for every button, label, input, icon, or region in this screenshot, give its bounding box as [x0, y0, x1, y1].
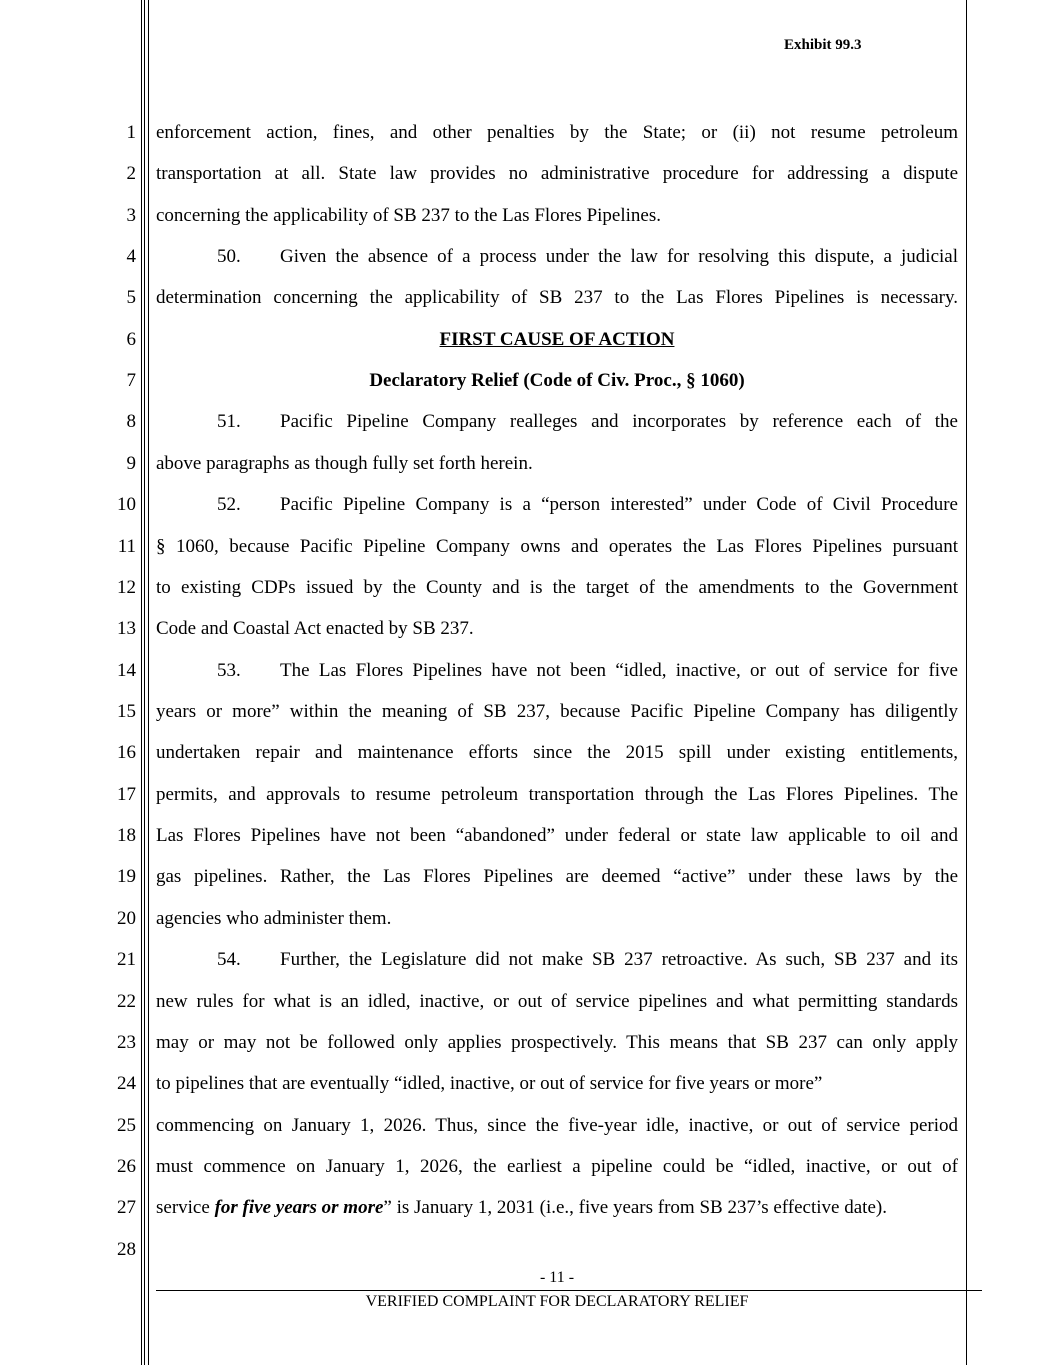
line-number: 26 — [117, 1156, 136, 1177]
paragraph-number: 51. — [217, 411, 241, 432]
body-line — [156, 1193, 958, 1223]
line-number: 8 — [126, 411, 136, 432]
line-number: 10 — [117, 494, 136, 515]
body-line: new rules for what is an idled, inactive, or out of service pipelines and what permitting standards — [156, 991, 958, 1012]
line-number: 12 — [117, 577, 136, 598]
line-number: 1 — [126, 122, 136, 143]
paragraph-51-first-line — [156, 407, 958, 437]
body-line: above paragraphs as though fully set forth herein. — [156, 453, 533, 474]
body-line: permits, and approvals to resume petroleum transportation through the Las Flores Pipelines. The — [156, 784, 958, 805]
line-number: 11 — [117, 536, 136, 557]
body-line: may or may not be followed only applies prospectively. This means that SB 237 can only apply — [156, 1032, 958, 1053]
line-number: 9 — [126, 453, 136, 474]
page-number: - 11 - — [539, 1269, 575, 1286]
body-line: to pipelines that are eventually “idled, inactive, or out of service for five years or more” — [156, 1073, 823, 1094]
declaratory-relief-title: Declaratory Relief (Code of Civ. Proc., § 1060) — [369, 370, 745, 391]
line-number: 28 — [117, 1239, 136, 1260]
exhibit-label: Exhibit 99.3 — [784, 37, 862, 53]
body-line: enforcement action, fines, and other penalties by the State; or (ii) not resume petroleum — [156, 122, 958, 143]
body-line: determination concerning the applicability of SB 237 to the Las Flores Pipelines is necessary. — [156, 287, 958, 308]
left-margin-rule — [144, 0, 145, 1365]
line-number: 20 — [117, 908, 136, 929]
body-line: commencing on January 1, 2026. Thus, since the five-year idle, inactive, or out of service period — [156, 1115, 958, 1136]
line-number: 7 — [126, 370, 136, 391]
paragraph-number: 50. — [217, 246, 241, 267]
body-line: Code and Coastal Act enacted by SB 237. — [156, 618, 474, 639]
paragraph-number: 52. — [217, 494, 241, 515]
right-margin-rule — [966, 0, 967, 1365]
line-number: 16 — [117, 742, 136, 763]
body-text: Pacific Pipeline Company realleges and incorporates by reference each of the — [280, 411, 958, 432]
line-number: 13 — [117, 618, 136, 639]
body-line: to existing CDPs issued by the County and is the target of the amendments to the Government — [156, 577, 958, 598]
cause-of-action-title: FIRST CAUSE OF ACTION — [439, 329, 675, 350]
body-line: must commence on January 1, 2026, the earliest a pipeline could be “idled, inactive, or out of — [156, 1156, 958, 1177]
emphasized-text: for five years or more — [214, 1197, 384, 1218]
body-line: § 1060, because Pacific Pipeline Company owns and operates the Las Flores Pipelines pursuant — [156, 536, 958, 557]
line-number: 27 — [117, 1197, 136, 1218]
line-number: 21 — [117, 949, 136, 970]
section-heading — [156, 325, 958, 355]
paragraph-number: 54. — [217, 949, 241, 970]
line-number: 19 — [117, 866, 136, 887]
line-number: 22 — [117, 991, 136, 1012]
body-text: service — [156, 1197, 215, 1218]
line-number: 24 — [117, 1073, 136, 1094]
left-margin-rule — [141, 0, 142, 1365]
body-line: Las Flores Pipelines have not been “abandoned” under federal or state law applicable to oil and — [156, 825, 958, 846]
body-line: undertaken repair and maintenance efforts since the 2015 spill under existing entitlements, — [156, 742, 958, 763]
line-number: 2 — [126, 163, 136, 184]
footer-divider — [156, 1290, 982, 1291]
line-number: 15 — [117, 701, 136, 722]
paragraph-number: 53. — [217, 660, 241, 681]
line-number: 4 — [126, 246, 136, 267]
line-number: 17 — [117, 784, 136, 805]
line-number: 23 — [117, 1032, 136, 1053]
line-number: 18 — [117, 825, 136, 846]
paragraph-54-first-line — [156, 945, 958, 975]
body-line: years or more” within the meaning of SB 237, because Pacific Pipeline Company has diligently — [156, 701, 958, 722]
body-line: transportation at all. State law provides no administrative procedure for addressing a dispute — [156, 163, 958, 184]
paragraph-52-first-line — [156, 490, 958, 520]
body-line: gas pipelines. Rather, the Las Flores Pipelines are deemed “active” under these laws by the — [156, 866, 958, 887]
line-number: 3 — [126, 205, 136, 226]
body-line: agencies who administer them. — [156, 908, 392, 929]
body-text: Further, the Legislature did not make SB 237 retroactive. As such, SB 237 and its — [280, 949, 958, 970]
section-subheading — [156, 366, 958, 396]
line-number: 14 — [117, 660, 136, 681]
paragraph-50-first-line — [156, 242, 958, 272]
document-title-footer: VERIFIED COMPLAINT FOR DECLARATORY RELIEF — [365, 1293, 749, 1310]
left-margin-rule — [148, 0, 149, 1365]
body-text: Given the absence of a process under the law for resolving this dispute, a judicial — [280, 246, 958, 267]
line-number: 5 — [126, 287, 136, 308]
line-number: 6 — [126, 329, 136, 350]
body-text: ” is January 1, 2031 (i.e., five years from SB 237’s effective date). — [383, 1197, 887, 1218]
line-number: 25 — [117, 1115, 136, 1136]
body-line: concerning the applicability of SB 237 to the Las Flores Pipelines. — [156, 205, 661, 226]
body-text: Pacific Pipeline Company is a “person interested” under Code of Civil Procedure — [280, 494, 958, 515]
body-text: The Las Flores Pipelines have not been “idled, inactive, or out of service for five — [280, 660, 958, 681]
paragraph-53-first-line — [156, 656, 958, 686]
